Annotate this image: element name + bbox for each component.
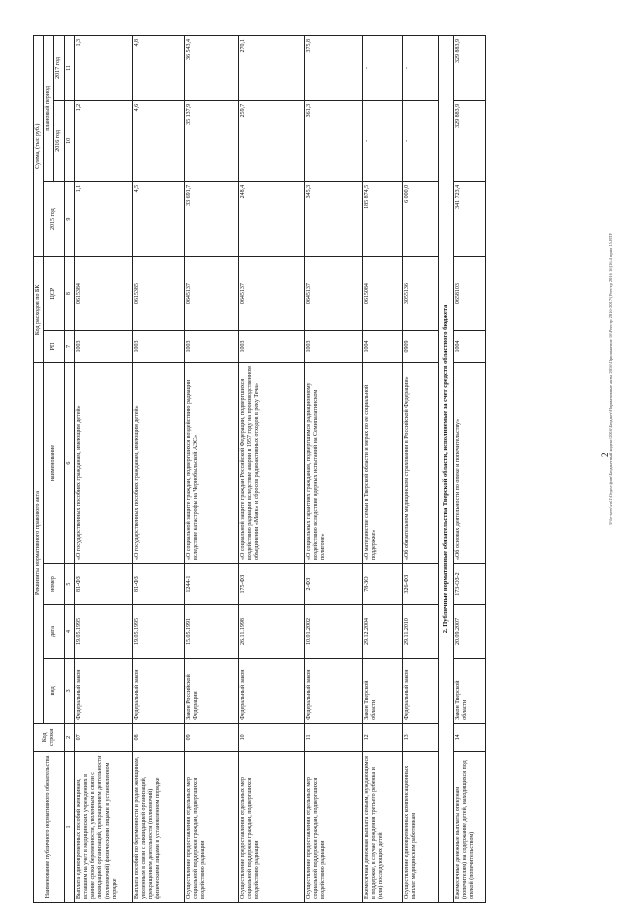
col-number: 2 [64, 723, 74, 751]
csr-code: 0645137 [184, 257, 238, 330]
act-number: 1244-1 [184, 564, 238, 605]
obligation-name: Осуществление предоставления отдельных мер социальной поддержки граждан, подвергшихся воздействию радиации [184, 751, 238, 902]
col-number: 6 [64, 363, 74, 564]
sum-2016: 1,2 [74, 100, 132, 181]
act-date: 20.09.2007 [453, 605, 485, 659]
obligation-name: Выплата единовременных пособий женщинам, вставшим на учет в медицинских учреждениях в ранние сроки беременности, уволенным в связи с ликвидацией организаций, прекращением деятельности (полномочий) физическими лицами в установленном порядке [74, 751, 132, 902]
act-title: «О социальных гарантиях гражданам, подвергшимся радиационному воздействию вследствие ядерных испытаний на Семипалатинском полигоне» [304, 363, 362, 564]
row-code: 09 [184, 723, 238, 751]
obligation-name: Осуществление предоставления отдельных мер социальной поддержки граждан, подвергшихся воздействию радиации [304, 751, 362, 902]
rz-code: 1003 [238, 330, 304, 362]
sum-2016: 4,6 [132, 100, 184, 181]
act-kind: Федеральный закон [304, 659, 362, 724]
header-name: Наименование публичного нормативного обязательства [34, 751, 65, 902]
sum-2017: 329 883,9 [453, 36, 485, 101]
sum-2017: - [402, 36, 438, 101]
obligation-name: Осуществление предоставления отдельных мер социальной поддержки граждан, подвергшихся воздействию радиации [238, 751, 304, 902]
row-code: 07 [74, 723, 132, 751]
act-date: 19.05.1995 [74, 605, 132, 659]
col-number: 7 [64, 330, 74, 362]
act-kind: Федеральный закон [74, 659, 132, 724]
act-title: «Об обязательном медицинском страховании в Российской Федерации» [402, 363, 438, 564]
table-row [132, 36, 184, 903]
obligation-name: Ежемесячные денежные выплаты опекунам (попечителям) на содержание детей, находящихся под опекой (попечительством) [453, 751, 485, 902]
sum-2015: 33 691,7 [184, 181, 238, 257]
act-number: 81-ФЗ [74, 564, 132, 605]
page-number: 2 [600, 452, 610, 457]
act-number: 78-ЗО [362, 564, 402, 605]
col-number: 1 [64, 751, 74, 902]
header-code: Код строки [34, 723, 65, 751]
col-number: 8 [64, 257, 74, 330]
row-code: 08 [132, 723, 184, 751]
header-requisites: Реквизиты нормативного правового акта [34, 363, 44, 724]
act-title: «О государственных пособиях гражданам, имеющим детей» [132, 363, 184, 564]
act-number: 2-ФЗ [304, 564, 362, 605]
table-row [362, 36, 402, 903]
sum-2016: 329 883,9 [453, 100, 485, 181]
header-bk-codes: Код расходов по БК [34, 257, 44, 363]
row-code: 14 [453, 723, 485, 751]
header-rz: РП [44, 330, 64, 362]
sum-2016: - [402, 100, 438, 181]
col-number: 4 [64, 605, 74, 659]
act-date: 10.01.2002 [304, 605, 362, 659]
sum-2015: 248,4 [238, 181, 304, 257]
sum-2017: - [362, 36, 402, 101]
act-title: «О материнстве семьи в Тверской области и мерах по ее социальной поддержке» [362, 363, 402, 564]
row-code: 10 [238, 723, 304, 751]
act-date: 26.11.1998 [238, 605, 304, 659]
obligation-name: Ежемесячная денежная выплата семьям, нуждающимся в поддержке, в случае рождения третьего ребенка и (или) последующих детей [362, 751, 402, 902]
col-number: 9 [64, 181, 74, 257]
sum-2016: 35 137,9 [184, 100, 238, 181]
header-sum: Сумма, (тыс руб.) [34, 36, 44, 257]
sum-2015: 341 723,4 [453, 181, 485, 257]
sum-2016: 259,7 [238, 100, 304, 181]
act-kind: Закон Тверской области [362, 659, 402, 724]
sum-2015: 6 000,0 [402, 181, 438, 257]
rz-code: 1004 [362, 330, 402, 362]
file-path-footnote: \File-serv\vol1\Отдел фин\Бюджетный кодекс\2016\Бюджет\Нормативные акты 2016\Приложение 16\Реестр 2016-2017\[Реестр 2016 16]16.4 прил 15.RTF [608, 233, 613, 525]
act-number: 175-ФЗ [238, 564, 304, 605]
act-title: «О социальной защите граждан Российской Федерации, подвергшихся воздействию радиации вследствие аварии в 1957 году на производственном объединении «Маяк» и сбросов радиоактивных отходов в реку Теча» [238, 363, 304, 564]
sum-2017: 4,8 [132, 36, 184, 101]
act-title: «Об основах деятельности по опеке и попечительству» [453, 363, 485, 564]
sum-2017: 375,8 [304, 36, 362, 101]
csr-code: 0615385 [132, 257, 184, 330]
table-row [402, 36, 438, 903]
table-row [304, 36, 362, 903]
rz-code: 1003 [74, 330, 132, 362]
sum-2016: 361,3 [304, 100, 362, 181]
col-number: 10 [64, 100, 74, 181]
act-date: 29.12.2004 [362, 605, 402, 659]
act-number: 326-ФЗ [402, 564, 438, 605]
sum-2017: 270,1 [238, 36, 304, 101]
act-date: 19.05.1995 [132, 605, 184, 659]
header-csr: ЦСР [44, 257, 64, 330]
row-code: 12 [362, 723, 402, 751]
act-kind: Федеральный закон [402, 659, 438, 724]
obligation-name: Осуществление единовременных компенсационных выплат медицинским работникам [402, 751, 438, 902]
rz-code: 1004 [453, 330, 485, 362]
act-kind: Федеральный закон [238, 659, 304, 724]
csr-code: 0645137 [304, 257, 362, 330]
csr-code: 0615084 [362, 257, 402, 330]
sum-2016: - [362, 100, 402, 181]
csr-code: 3055136 [402, 257, 438, 330]
csr-code: 0615384 [74, 257, 132, 330]
obligation-name: Выплата пособий по беременности и родам женщинам, уволенным в связи с ликвидацией организаций, прекращением деятельности (полномочий) физическими лицами в установленном порядке [132, 751, 184, 902]
header-2016: 2016 год [54, 100, 64, 181]
row-code: 11 [304, 723, 362, 751]
act-kind: Закон Тверской области [453, 659, 485, 724]
act-title: «О государственных пособиях гражданам, имеющим детей» [74, 363, 132, 564]
header-2017: 2017 год [54, 36, 64, 101]
rz-code: 0909 [402, 330, 438, 362]
header-2015: 2015 год [44, 181, 64, 257]
rz-code: 1003 [184, 330, 238, 362]
act-date: 29.11.2010 [402, 605, 438, 659]
sum-2017: 36 543,4 [184, 36, 238, 101]
row-code: 13 [402, 723, 438, 751]
act-number: 81-ФЗ [132, 564, 184, 605]
obligations-table [33, 35, 486, 903]
col-number: 5 [64, 564, 74, 605]
act-kind: Закон Российской Федерации [184, 659, 238, 724]
header-number: номер [44, 564, 64, 605]
header-kind: вид [44, 659, 64, 724]
act-kind: Федеральный закон [132, 659, 184, 724]
header-planned: плановый период [44, 36, 54, 182]
sum-2015: 4,5 [132, 181, 184, 257]
table-row [453, 36, 485, 903]
act-date: 15.05.1991 [184, 605, 238, 659]
rz-code: 1003 [132, 330, 184, 362]
act-title: «О социальной защите граждан, подвергшихся воздействию радиации вследствие катастрофы на Чернобыльской АЭС» [184, 363, 238, 564]
sum-2017: 1,3 [74, 36, 132, 101]
act-number: 173-ОЗ-2 [453, 564, 485, 605]
section-title: 2. Публичные нормативные обязательства Тверской области, исполняемые за счет средств областного бюджета [438, 36, 453, 903]
csr-code: 0658103 [453, 257, 485, 330]
rz-code: 1003 [304, 330, 362, 362]
col-number: 3 [64, 659, 74, 724]
csr-code: 0645137 [238, 257, 304, 330]
header-title: наименование [44, 363, 64, 564]
col-number: 11 [64, 36, 74, 101]
sum-2015: 185 874,5 [362, 181, 402, 257]
table-row [74, 36, 132, 903]
sum-2015: 345,3 [304, 181, 362, 257]
table-row [238, 36, 304, 903]
sum-2015: 1,1 [74, 181, 132, 257]
section-row [438, 36, 453, 903]
header-date: дата [44, 605, 64, 659]
table-row [184, 36, 238, 903]
